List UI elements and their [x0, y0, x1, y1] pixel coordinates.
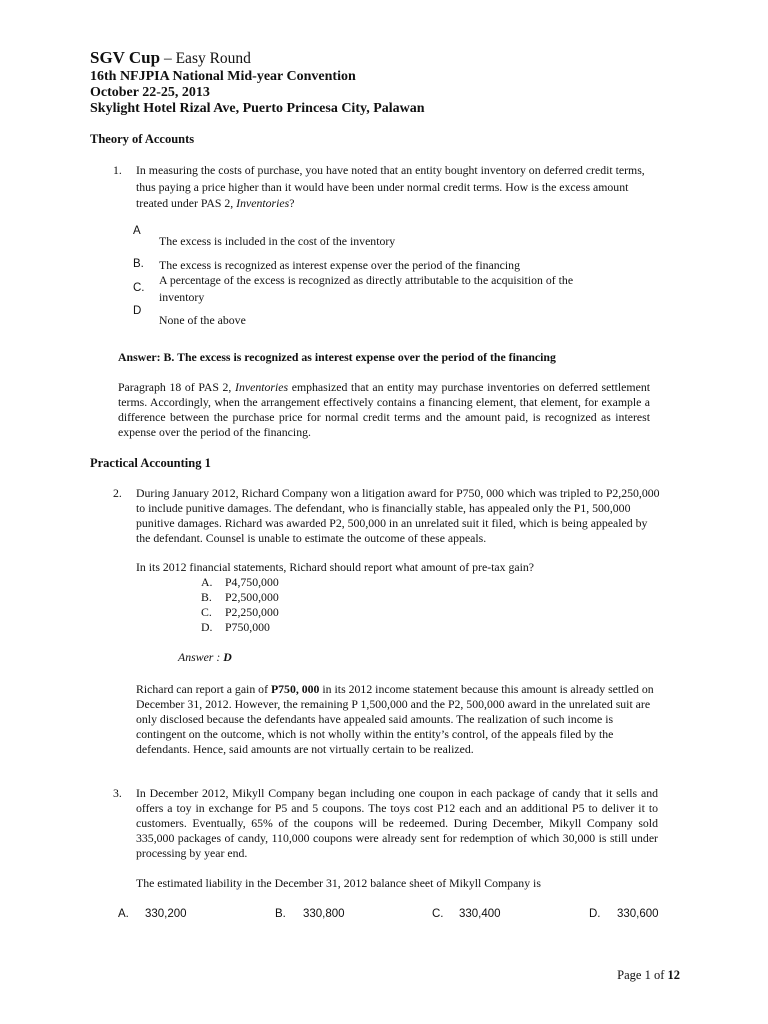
- q1-answer: Answer: B. The excess is recognized as interest expense over the period of the financing: [118, 350, 556, 364]
- q2-option-c-letter: C.: [201, 605, 212, 619]
- q1-text-line3: [136, 196, 294, 211]
- q1-option-d-text: None of the above: [159, 313, 246, 327]
- q2-explanation-pre: Richard can report a gain of: [136, 682, 271, 696]
- q2-option-d-letter: D.: [201, 620, 213, 634]
- q1-option-b-text: The excess is recognized as interest expense over the period of the financing: [159, 258, 520, 272]
- q2-text: During January 2012, Richard Company won a litigation award for P750, 000 which was tripled to P2,250,000 to include punitive damages. The defendant, who is financially stable, has appealed only the P1, 500,000 punitive damages. Richard was awarded P2, 500,000 in an unrelated suit it filed, which is being appealed by the defendant. Counsel is unable to estimate the outcome of these appeals.: [136, 486, 660, 545]
- q2-number: 2.: [113, 486, 122, 500]
- q2-option-d-text: P750,000: [225, 620, 270, 634]
- q3-number: 3.: [113, 786, 122, 800]
- section-practical-heading: Practical Accounting 1: [90, 456, 211, 470]
- q1-text-line3-em: Inventories: [236, 196, 290, 210]
- q1-option-a-text: The excess is included in the cost of the inventory: [159, 234, 396, 248]
- document-title: [90, 48, 251, 68]
- title-sub: Easy Round: [175, 50, 251, 67]
- q3-option-c-letter: C.: [432, 908, 444, 920]
- q1-option-b-letter: B.: [133, 258, 144, 270]
- q2-option-b-text: P2,500,000: [225, 590, 279, 604]
- event-venue: Skylight Hotel Rizal Ave, Puerto Princesa City, Palawan: [90, 101, 425, 116]
- q1-text-line3-post: ?: [289, 196, 295, 210]
- q1-explanation-pre: Paragraph 18 of PAS 2,: [118, 380, 236, 394]
- q2-answer-label: Answer :: [178, 650, 224, 664]
- q3-option-d-letter: D.: [589, 908, 601, 920]
- q2-option-a-text: P4,750,000: [225, 575, 279, 589]
- q1-text-line1: In measuring the costs of purchase, you have noted that an entity bought inventory on deferred credit terms,: [136, 163, 645, 177]
- q2-explanation-bold: P750, 000: [270, 682, 320, 696]
- q3-option-a-text: 330,200: [145, 908, 187, 920]
- q3-option-a-letter: A.: [118, 908, 129, 920]
- q1-text-line2: thus paying a price higher than it would have been under normal credit terms. How is the excess amount: [136, 180, 629, 194]
- q1-explanation-em: Inventories: [235, 380, 289, 394]
- q3-question: The estimated liability in the December 31, 2012 balance sheet of Mikyll Company is: [136, 876, 541, 890]
- page-number-total: 12: [667, 968, 680, 982]
- q1-explanation-post: emphasized that an entity may purchase inventories on deferred settlement terms. Accordingly, when the arrangement effectively contains a financing element, that element, for example a difference between the purchase price for normal credit terms and the amount paid, is recognized as interest expense over the period of the financing.: [118, 380, 650, 439]
- q1-explanation: [118, 380, 650, 440]
- page-number-prefix: Page 1 of: [617, 968, 668, 982]
- q3-option-c-text: 330,400: [459, 908, 501, 920]
- event-name: 16th NFJPIA National Mid-year Convention: [90, 69, 356, 84]
- q1-option-d-letter: D: [133, 305, 142, 317]
- event-dates: October 22-25, 2013: [90, 85, 210, 100]
- title-dash: –: [160, 50, 176, 67]
- title-main: SGV Cup: [90, 48, 161, 67]
- page-number: [617, 968, 680, 983]
- q2-explanation-post: in its 2012 income statement because this amount is already settled on December 31, 2012. However, the remaining P 1,500,000 and the P2, 500,000 award in the unrelated suit are only disclosed because the defendants have appealed said amounts. The realization of such income is contingent on the outcome, which is not wholly within the entity’s control, of the appeals filed by the defendants. Hence, said amounts are not virtually certain to be realized.: [136, 682, 654, 756]
- q3-option-b-letter: B.: [275, 908, 286, 920]
- q2-answer-value: D: [223, 650, 232, 664]
- q2-answer: [178, 650, 232, 665]
- q2-option-c-text: P2,250,000: [225, 605, 279, 619]
- q1-option-c-text-line2: inventory: [159, 290, 205, 304]
- q1-option-a-letter: A: [133, 225, 141, 237]
- q2-explanation: [136, 682, 662, 757]
- q1-option-c-text: A percentage of the excess is recognized as directly attributable to the acquisition of the: [159, 273, 574, 287]
- q2-option-a-letter: A.: [201, 575, 213, 589]
- q3-option-b-text: 330,800: [303, 908, 345, 920]
- q1-number: 1.: [113, 163, 122, 177]
- q1-text-line3-pre: treated under PAS 2,: [136, 196, 237, 210]
- q3-option-d-text: 330,600: [617, 908, 659, 920]
- q3-text: In December 2012, Mikyll Company began including one coupon in each package of candy that it sells and offers a toy in exchange for P5 and 5 coupons. The toys cost P12 each and an additional P5 to deliver it to customers. Eventually, 65% of the coupons will be redeemed. During December, Mikyll Company sold 335,000 packages of candy, 110,000 coupons were already sent for redemption of which 30,000 is still under processing by year end.: [136, 786, 658, 860]
- q2-option-b-letter: B.: [201, 590, 212, 604]
- q2-question: In its 2012 financial statements, Richard should report what amount of pre-tax gain?: [136, 560, 535, 574]
- q1-option-c-letter: C.: [133, 282, 145, 294]
- section-theory-heading: Theory of Accounts: [90, 132, 195, 146]
